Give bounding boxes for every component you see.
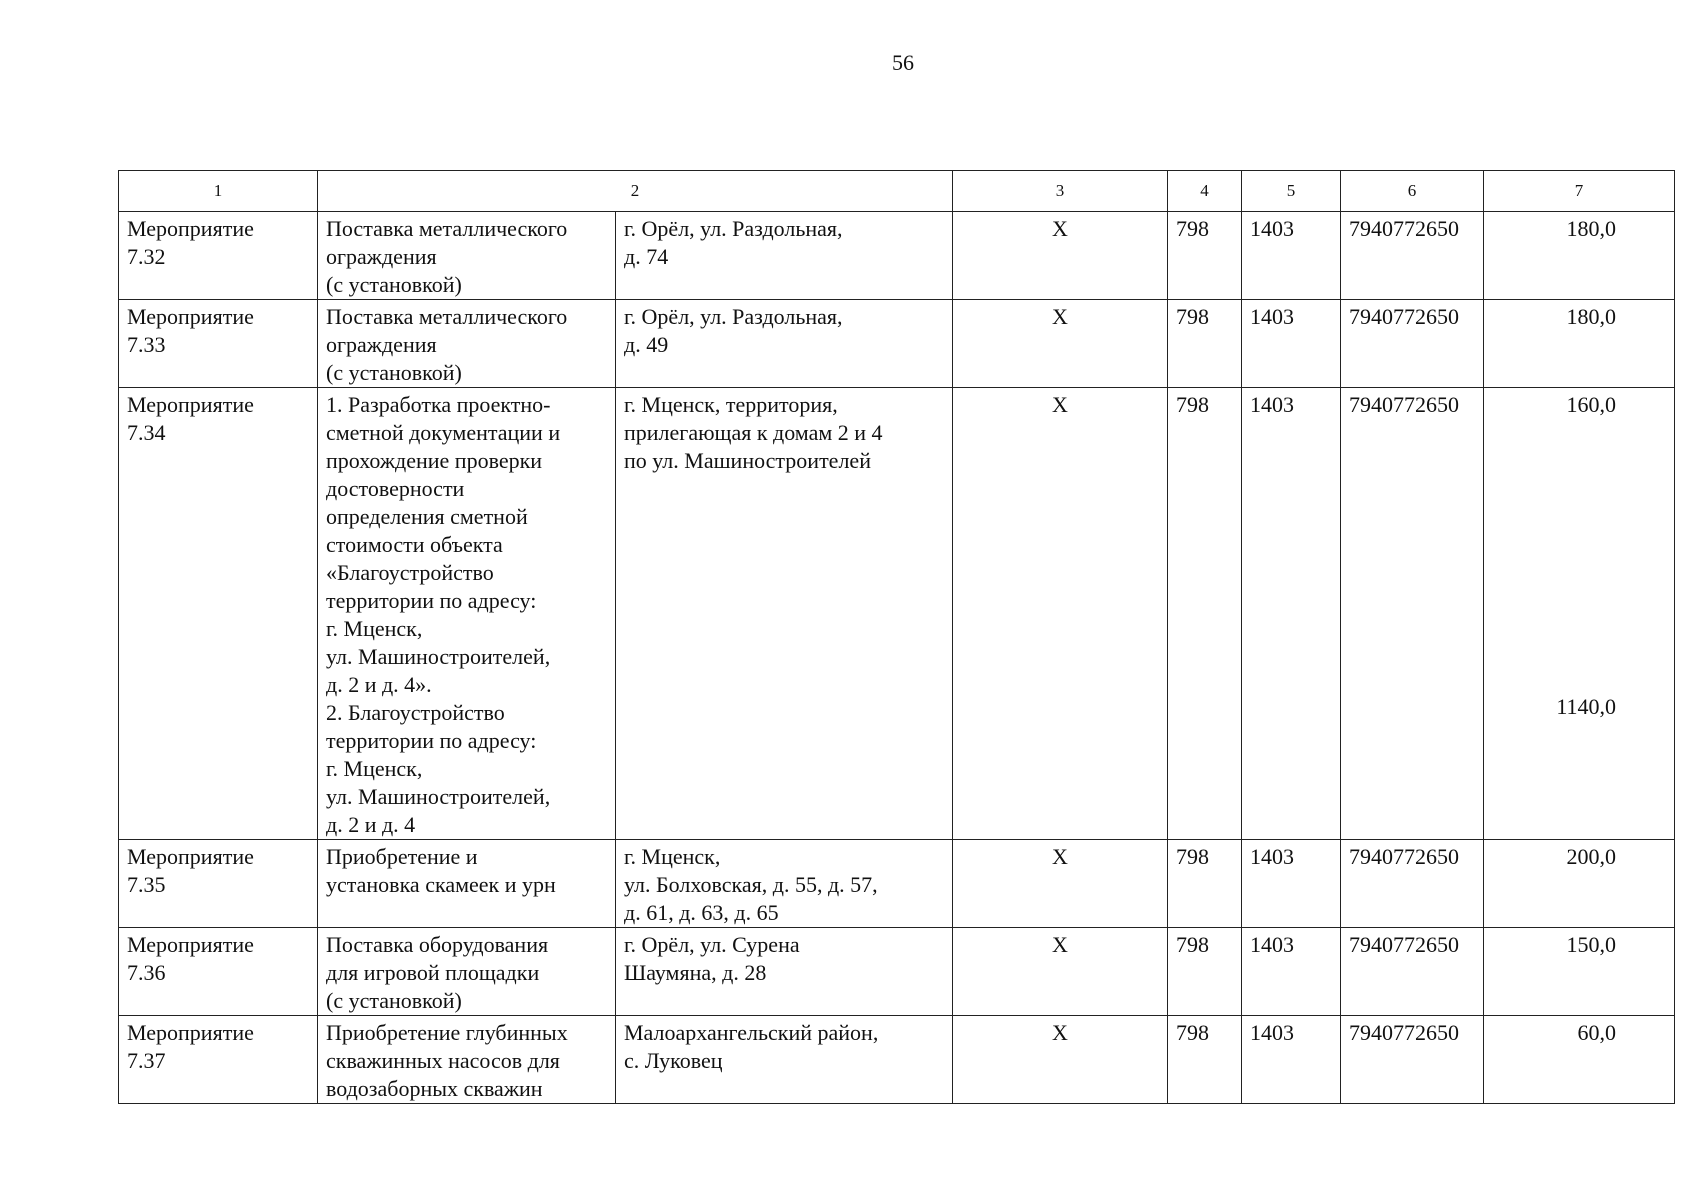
- measure-label: Мероприятие: [127, 392, 254, 417]
- description-line: прохождение проверки: [326, 448, 543, 473]
- description-line: ограждения: [326, 332, 437, 357]
- address-line: ул. Болховская, д. 55, д. 57,: [624, 872, 878, 897]
- address-line: Шаумяна, д. 28: [624, 960, 767, 985]
- column-6-cell: 7940772650: [1341, 300, 1484, 388]
- column-6-cell: 7940772650: [1341, 928, 1484, 1016]
- column-number: 7: [1484, 171, 1675, 212]
- measure-cell: [119, 1016, 318, 1104]
- description-line: определения сметной: [326, 504, 528, 529]
- address-cell: [616, 840, 953, 928]
- description-line: территории по адресу:: [326, 588, 537, 613]
- description-cell: [318, 840, 616, 928]
- column-number: 2: [318, 171, 953, 212]
- address-cell: [616, 928, 953, 1016]
- measures-table: [118, 170, 1675, 1104]
- address-cell: [616, 388, 953, 840]
- column-7-cell: 60,0: [1484, 1016, 1675, 1104]
- table-row: [119, 1016, 1675, 1104]
- measure-label: Мероприятие: [127, 216, 254, 241]
- address-line: д. 61, д. 63, д. 65: [624, 900, 779, 925]
- column-6-cell: 7940772650: [1341, 840, 1484, 928]
- description-cell: [318, 1016, 616, 1104]
- description-line: г. Мценск,: [326, 616, 423, 641]
- description-line: Поставка металлического: [326, 216, 568, 241]
- measure-number: 7.33: [127, 332, 166, 357]
- description-cell: [318, 212, 616, 300]
- column-number: 6: [1341, 171, 1484, 212]
- address-line: г. Орёл, ул. Раздольная,: [624, 216, 843, 241]
- measure-label: Мероприятие: [127, 932, 254, 957]
- address-line: по ул. Машиностроителей: [624, 448, 871, 473]
- column-5-cell: 1403: [1242, 1016, 1341, 1104]
- column-4-cell: 798: [1168, 300, 1242, 388]
- description-line: г. Мценск,: [326, 756, 423, 781]
- measure-number: 7.37: [127, 1048, 166, 1073]
- description-line: достоверности: [326, 476, 465, 501]
- measure-number: 7.34: [127, 420, 166, 445]
- measure-label: Мероприятие: [127, 1020, 254, 1045]
- address-line: с. Луковец: [624, 1048, 723, 1073]
- description-line: стоимости объекта: [326, 532, 503, 557]
- measure-cell: [119, 928, 318, 1016]
- measure-number: 7.36: [127, 960, 166, 985]
- description-line: (с установкой): [326, 988, 462, 1013]
- description-line: территории по адресу:: [326, 728, 537, 753]
- column-7-cell: 200,0: [1484, 840, 1675, 928]
- measure-cell: [119, 840, 318, 928]
- measure-cell: [119, 388, 318, 840]
- description-line: скважинных насосов для: [326, 1048, 560, 1073]
- column-5-cell: 1403: [1242, 388, 1341, 840]
- description-line: 1. Разработка проектно-: [326, 392, 551, 417]
- column-6-cell: 7940772650: [1341, 1016, 1484, 1104]
- column-number: 3: [953, 171, 1168, 212]
- column-5-cell: 1403: [1242, 212, 1341, 300]
- table-row: [119, 840, 1675, 928]
- table-row: [119, 300, 1675, 388]
- column-number-row: [119, 171, 1675, 212]
- column-number: 1: [119, 171, 318, 212]
- description-line: «Благоустройство: [326, 560, 494, 585]
- measure-cell: [119, 300, 318, 388]
- amount-extra-value: 1140,0: [1556, 694, 1616, 719]
- address-line: г. Мценск,: [624, 844, 721, 869]
- column-4-cell: 798: [1168, 928, 1242, 1016]
- measure-number: 7.35: [127, 872, 166, 897]
- column-4-cell: 798: [1168, 212, 1242, 300]
- column-3-cell: Х: [953, 300, 1168, 388]
- column-4-cell: 798: [1168, 388, 1242, 840]
- description-line: установка скамеек и урн: [326, 872, 556, 897]
- column-3-cell: Х: [953, 840, 1168, 928]
- description-cell: [318, 300, 616, 388]
- description-line: ул. Машиностроителей,: [326, 784, 551, 809]
- column-3-cell: Х: [953, 1016, 1168, 1104]
- description-line: д. 2 и д. 4: [326, 812, 416, 837]
- measure-cell: [119, 212, 318, 300]
- column-number: 4: [1168, 171, 1242, 212]
- address-line: д. 74: [624, 244, 669, 269]
- column-7-cell: [1484, 388, 1675, 840]
- description-cell: [318, 928, 616, 1016]
- description-line: (с установкой): [326, 360, 462, 385]
- description-line: (с установкой): [326, 272, 462, 297]
- description-line: Приобретение и: [326, 844, 478, 869]
- column-7-cell: 150,0: [1484, 928, 1675, 1016]
- description-line: д. 2 и д. 4».: [326, 672, 432, 697]
- column-7-cell: 180,0: [1484, 300, 1675, 388]
- column-5-cell: 1403: [1242, 928, 1341, 1016]
- amount-value: 160,0: [1566, 392, 1616, 417]
- page-number: 56: [892, 50, 914, 75]
- table-row: [119, 388, 1675, 840]
- address-cell: [616, 300, 953, 388]
- description-line: Поставка оборудования: [326, 932, 549, 957]
- description-cell: [318, 388, 616, 840]
- description-line: водозаборных скважин: [326, 1076, 543, 1101]
- column-6-cell: 7940772650: [1341, 212, 1484, 300]
- column-3-cell: Х: [953, 928, 1168, 1016]
- column-number: 5: [1242, 171, 1341, 212]
- column-6-cell: 7940772650: [1341, 388, 1484, 840]
- address-cell: [616, 212, 953, 300]
- measure-label: Мероприятие: [127, 844, 254, 869]
- address-line: г. Орёл, ул. Раздольная,: [624, 304, 843, 329]
- column-7-cell: 180,0: [1484, 212, 1675, 300]
- measure-label: Мероприятие: [127, 304, 254, 329]
- column-4-cell: 798: [1168, 840, 1242, 928]
- address-line: Малоархангельский район,: [624, 1020, 879, 1045]
- column-5-cell: 1403: [1242, 300, 1341, 388]
- address-line: д. 49: [624, 332, 669, 357]
- table-row: [119, 928, 1675, 1016]
- description-line: 2. Благоустройство: [326, 700, 505, 725]
- address-cell: [616, 1016, 953, 1104]
- measure-number: 7.32: [127, 244, 166, 269]
- address-line: г. Мценск, территория,: [624, 392, 838, 417]
- column-3-cell: Х: [953, 212, 1168, 300]
- column-4-cell: 798: [1168, 1016, 1242, 1104]
- column-3-cell: Х: [953, 388, 1168, 840]
- description-line: ограждения: [326, 244, 437, 269]
- description-line: для игровой площадки: [326, 960, 540, 985]
- address-line: г. Орёл, ул. Сурена: [624, 932, 800, 957]
- table-row: [119, 212, 1675, 300]
- column-5-cell: 1403: [1242, 840, 1341, 928]
- description-line: Приобретение глубинных: [326, 1020, 568, 1045]
- description-line: сметной документации и: [326, 420, 561, 445]
- description-line: ул. Машиностроителей,: [326, 644, 551, 669]
- address-line: прилегающая к домам 2 и 4: [624, 420, 883, 445]
- description-line: Поставка металлического: [326, 304, 568, 329]
